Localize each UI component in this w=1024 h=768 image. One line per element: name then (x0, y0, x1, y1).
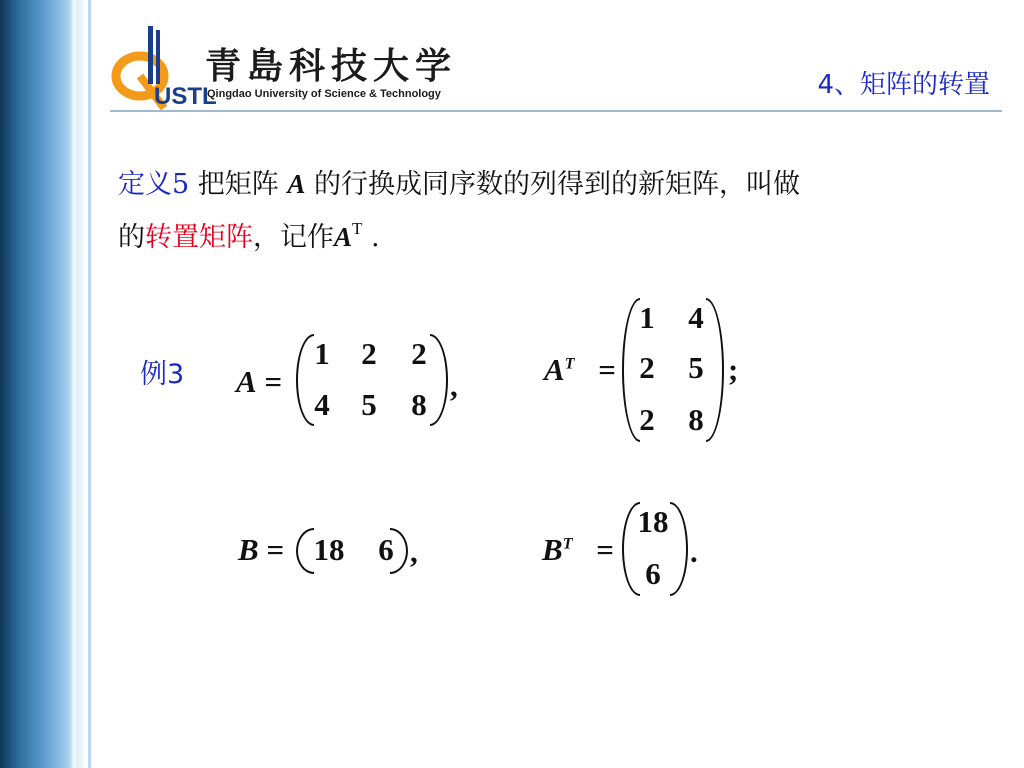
notation-period: . (362, 222, 380, 253)
matrix-bt-symbol: B (542, 532, 563, 567)
university-logo (110, 22, 470, 112)
matrix-at-equals: = (598, 352, 616, 387)
matrix-b-cell: 18 (313, 532, 345, 567)
matrix-bt-equals: = (596, 532, 614, 567)
definition-text-d: ，记作 (253, 222, 334, 253)
matrix-b-equals: = (266, 532, 285, 567)
logo-mark-text: USTL (154, 83, 217, 110)
qust-logo-mark (110, 22, 217, 112)
header-divider (110, 110, 1002, 112)
matrix-at-cell: 5 (688, 350, 704, 385)
definition-text-c: 的 (118, 222, 145, 253)
matrix-bt-superscript: T (562, 535, 573, 553)
matrix-a-cell: 5 (361, 387, 377, 422)
matrix-at-symbol: A (544, 352, 565, 387)
matrix-b-symbol: B (238, 532, 259, 567)
matrix-a-cell: 4 (314, 387, 330, 422)
matrix-a-symbol: A (236, 364, 257, 399)
transpose-term: 转置矩阵 (145, 222, 253, 253)
notation-base: A (334, 222, 353, 252)
matrix-a-equals: = (264, 364, 283, 399)
definition-text-a: 把矩阵 (189, 169, 279, 200)
definition-text-b: 的行换成同序数的列得到的新矩阵，叫做 (313, 169, 800, 200)
matrix-bt-lhs (542, 532, 614, 568)
definition-line-2 (118, 215, 380, 254)
notation-superscript: T (352, 219, 363, 238)
matrix-at-cell: 1 (639, 300, 655, 335)
matrix-bt-cell: 6 (645, 556, 661, 591)
matrix-bt-trailing-period: . (690, 534, 698, 569)
matrix-at-cell: 8 (688, 402, 704, 437)
matrix-a-trailing-comma: , (450, 368, 458, 403)
side-decoration-bar (0, 0, 96, 768)
matrix-b-lhs (238, 532, 284, 568)
slide-title: 4、矩阵的转置 (817, 70, 990, 100)
definition-line-1 (118, 162, 800, 201)
matrix-at-lhs (544, 352, 616, 388)
matrix-at-cell: 2 (639, 350, 655, 385)
matrix-a-cell: 2 (361, 336, 377, 371)
matrix-b-cell: 6 (378, 532, 394, 567)
matrix-at-cell: 4 (688, 300, 704, 335)
example-label: 例3 (140, 359, 185, 390)
university-name-chinese: 青島科技大学 (205, 45, 458, 87)
definition-label: 定义5 (118, 169, 190, 200)
matrix-b-trailing-comma: , (410, 534, 418, 569)
matrix-a-cell: 8 (411, 387, 427, 422)
matrix-bt-cell: 18 (637, 504, 669, 539)
matrix-a-cell: 2 (411, 336, 427, 371)
matrix-at-superscript: T (564, 355, 575, 373)
matrix-a-cell: 1 (314, 336, 330, 371)
matrix-at-cell: 2 (639, 402, 655, 437)
university-name-english: Qingdao University of Science & Technology (207, 88, 441, 100)
matrix-a-lhs (236, 364, 282, 400)
matrix-at-trailing-semicolon: ; (728, 352, 739, 387)
matrix-symbol-a: A (287, 169, 306, 199)
